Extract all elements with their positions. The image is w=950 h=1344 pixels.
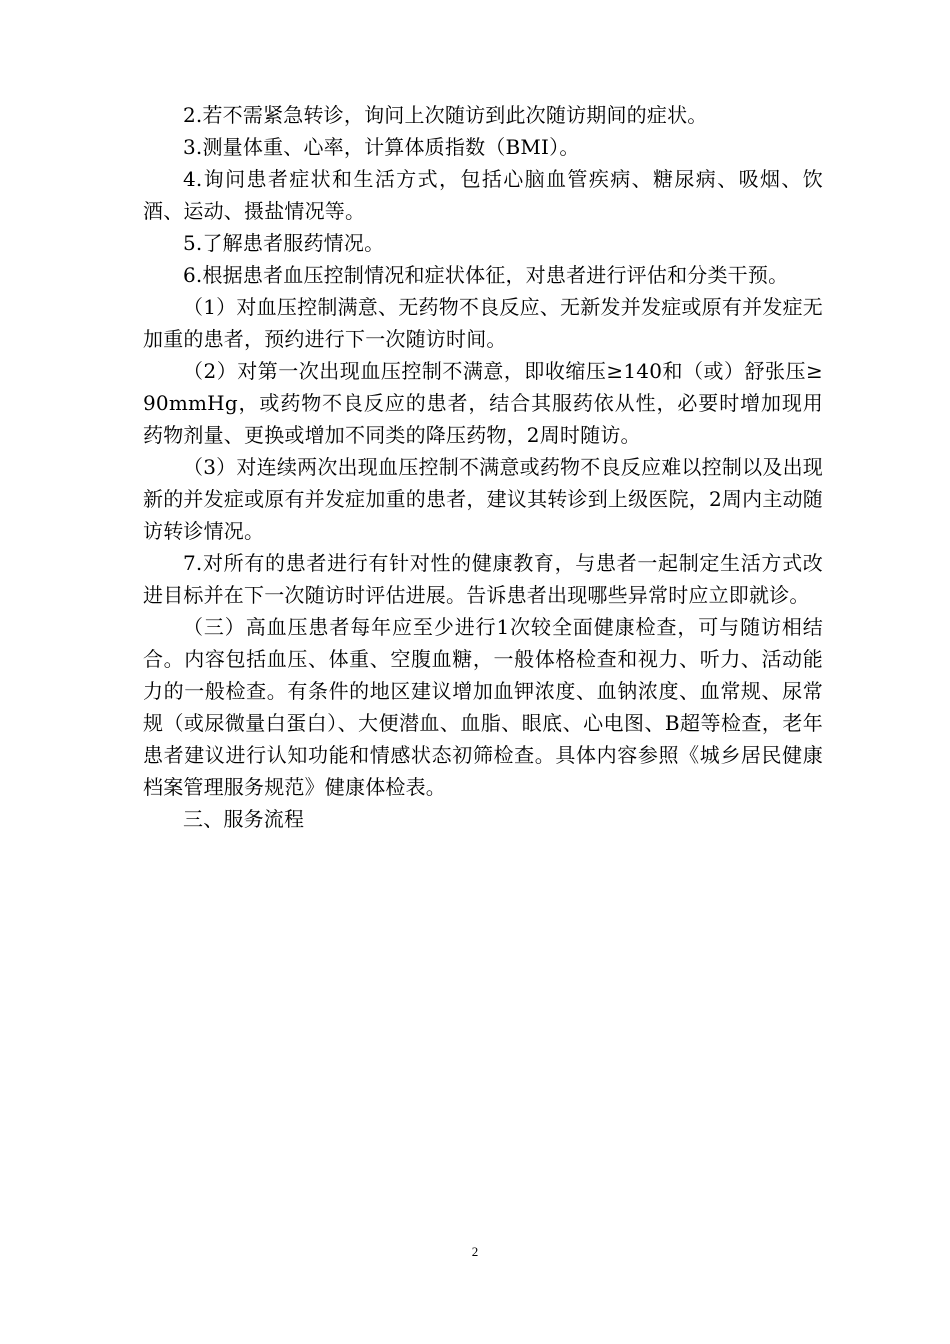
- paragraph-subitem-1: （1）对血压控制满意、无药物不良反应、无新发并发症或原有并发症无加重的患者，预约进行下一次随访时间。: [143, 295, 823, 351]
- paragraph-section-annual-checkup: （三）高血压患者每年应至少进行1次较全面健康检查，可与随访相结合。内容包括血压、体重、空腹血糖，一般体格检查和视力、听力、活动能力的一般检查。有条件的地区建议增加血钾浓度、血钠浓度、血常规、尿常规（或尿微量白蛋白）、大便潜血、血脂、眼底、心电图、B超等检查，老年患者建议进行认知功能和情感状态初筛检查。具体内容参照《城乡居民健康档案管理服务规范》健康体检表。: [143, 615, 823, 799]
- document-body: [143, 99, 823, 835]
- paragraph-item-5: 5.了解患者服药情况。: [183, 231, 385, 255]
- paragraph-item-3: 3.测量体重、心率，计算体质指数（BMI）。: [183, 135, 580, 159]
- paragraph-subitem-2: （2）对第一次出现血压控制不满意，即收缩压≥140和（或）舒张压≥90mmHg，或药物不良反应的患者，结合其服药依从性，必要时增加现用药物剂量、更换或增加不同类的降压药物，2周时随访。: [143, 359, 823, 447]
- paragraph-item-7: 7.对所有的患者进行有针对性的健康教育，与患者一起制定生活方式改进目标并在下一次随访时评估进展。告诉患者出现哪些异常时应立即就诊。: [143, 551, 823, 607]
- paragraph-item-2: 2.若不需紧急转诊，询问上次随访到此次随访期间的症状。: [183, 103, 708, 127]
- paragraph-subitem-3: （3）对连续两次出现血压控制不满意或药物不良反应难以控制以及出现新的并发症或原有并发症加重的患者，建议其转诊到上级医院，2周内主动随访转诊情况。: [143, 455, 823, 543]
- paragraph-item-6: 6.根据患者血压控制情况和症状体征，对患者进行评估和分类干预。: [183, 263, 789, 287]
- section-heading-service-flow: 三、服务流程: [183, 807, 305, 831]
- page-number: 2: [471, 1244, 479, 1259]
- paragraph-item-4: 4.询问患者症状和生活方式，包括心脑血管疾病、糖尿病、吸烟、饮酒、运动、摄盐情况等。: [143, 167, 823, 223]
